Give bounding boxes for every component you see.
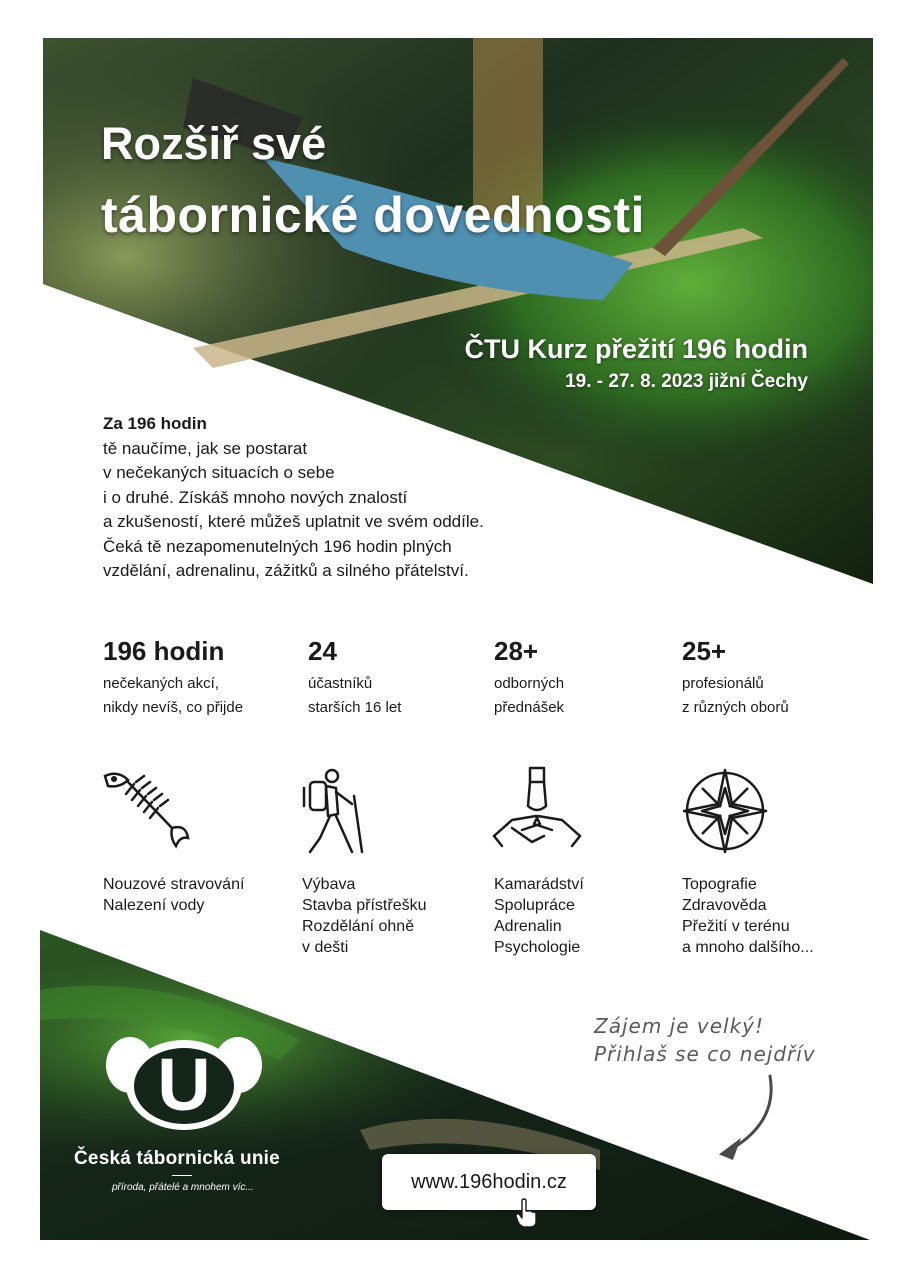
feature-line: Výbava	[302, 876, 356, 893]
feature-line: Kamarádství	[494, 876, 584, 893]
intro-lead: Za 196 hodin	[103, 414, 207, 433]
stat-lectures	[494, 636, 564, 720]
stat-caption: nikdy nevíš, co přijde	[103, 699, 244, 716]
stat-participants	[308, 636, 401, 720]
feature-line: Nalezení vody	[103, 897, 205, 914]
feature-line: Adrenalin	[494, 918, 562, 935]
hiker-icon	[296, 766, 386, 856]
stat-number: 196 hodin	[103, 636, 225, 666]
org-tagline: příroda, přátelé a mnohem víc...	[112, 1182, 254, 1193]
stat-caption: z různých oborů	[682, 699, 789, 716]
course-dates: 19. - 27. 8. 2023 jižní Čechy	[565, 371, 808, 392]
stat-caption: starších 16 let	[308, 699, 402, 716]
feature-line: Rozdělání ohně	[302, 918, 415, 935]
logo-letter: U	[157, 1043, 211, 1126]
headline-line2: tábornické dovednosti	[101, 187, 645, 243]
intro-line: a zkušeností, které můžeš uplatnit ve svém oddíle.	[103, 512, 484, 531]
intro-text	[103, 412, 573, 584]
feature-line: Přežití v terénu	[682, 918, 790, 935]
intro-line: Čeká tě nezapomenutelných 196 hodin plných	[103, 536, 452, 556]
feature-food-water	[103, 874, 244, 916]
course-title: ČTU Kurz přežití 196 hodin	[464, 334, 808, 364]
feature-line: a mnoho dalšího...	[682, 939, 814, 956]
stat-caption: profesionálů	[682, 675, 764, 692]
intro-line: v nečekaných situacích o sebe	[103, 463, 335, 482]
org-divider	[172, 1175, 192, 1176]
interest-note-line1: Zájem je velký!	[594, 1014, 765, 1038]
stat-caption: přednášek	[494, 699, 565, 716]
feature-line: Spolupráce	[494, 897, 575, 914]
stat-hours	[103, 636, 243, 720]
stacked-hands-icon	[492, 766, 582, 856]
stat-professionals	[682, 636, 789, 720]
feature-line: v dešti	[302, 939, 349, 956]
stat-caption: účastníků	[308, 675, 373, 692]
stat-caption: nečekaných akcí,	[103, 675, 219, 692]
feature-line: Topografie	[682, 876, 757, 893]
intro-line: i o druhé. Získáš mnoho nových znalostí	[103, 487, 408, 507]
ctu-logo	[100, 1030, 268, 1130]
org-name: Česká tábornická unie	[74, 1148, 280, 1169]
headline-line1: Rozšiř své	[101, 118, 327, 169]
pointer-hand-icon	[514, 1198, 540, 1228]
stat-number: 25+	[682, 636, 727, 666]
compass-rose-icon	[680, 766, 770, 856]
stat-caption: odborných	[494, 675, 565, 692]
feature-line: Nouzové stravování	[103, 876, 245, 893]
website-link-button[interactable]: www.196hodin.cz	[382, 1154, 596, 1210]
intro-line: vzdělání, adrenalinu, zážitků a silného přátelství.	[103, 561, 469, 580]
feature-line: Psychologie	[494, 939, 581, 956]
feature-line: Stavba přístřešku	[302, 897, 427, 914]
curved-arrow-icon	[712, 1072, 782, 1162]
stat-number: 24	[308, 636, 337, 666]
intro-line: tě naučíme, jak se postarat	[103, 438, 308, 458]
feature-line: Zdravověda	[682, 897, 767, 914]
interest-note-line2: Přihlaš se co nejdřív	[594, 1042, 816, 1066]
stat-number: 28+	[494, 636, 539, 666]
fish-skeleton-icon	[100, 766, 190, 856]
